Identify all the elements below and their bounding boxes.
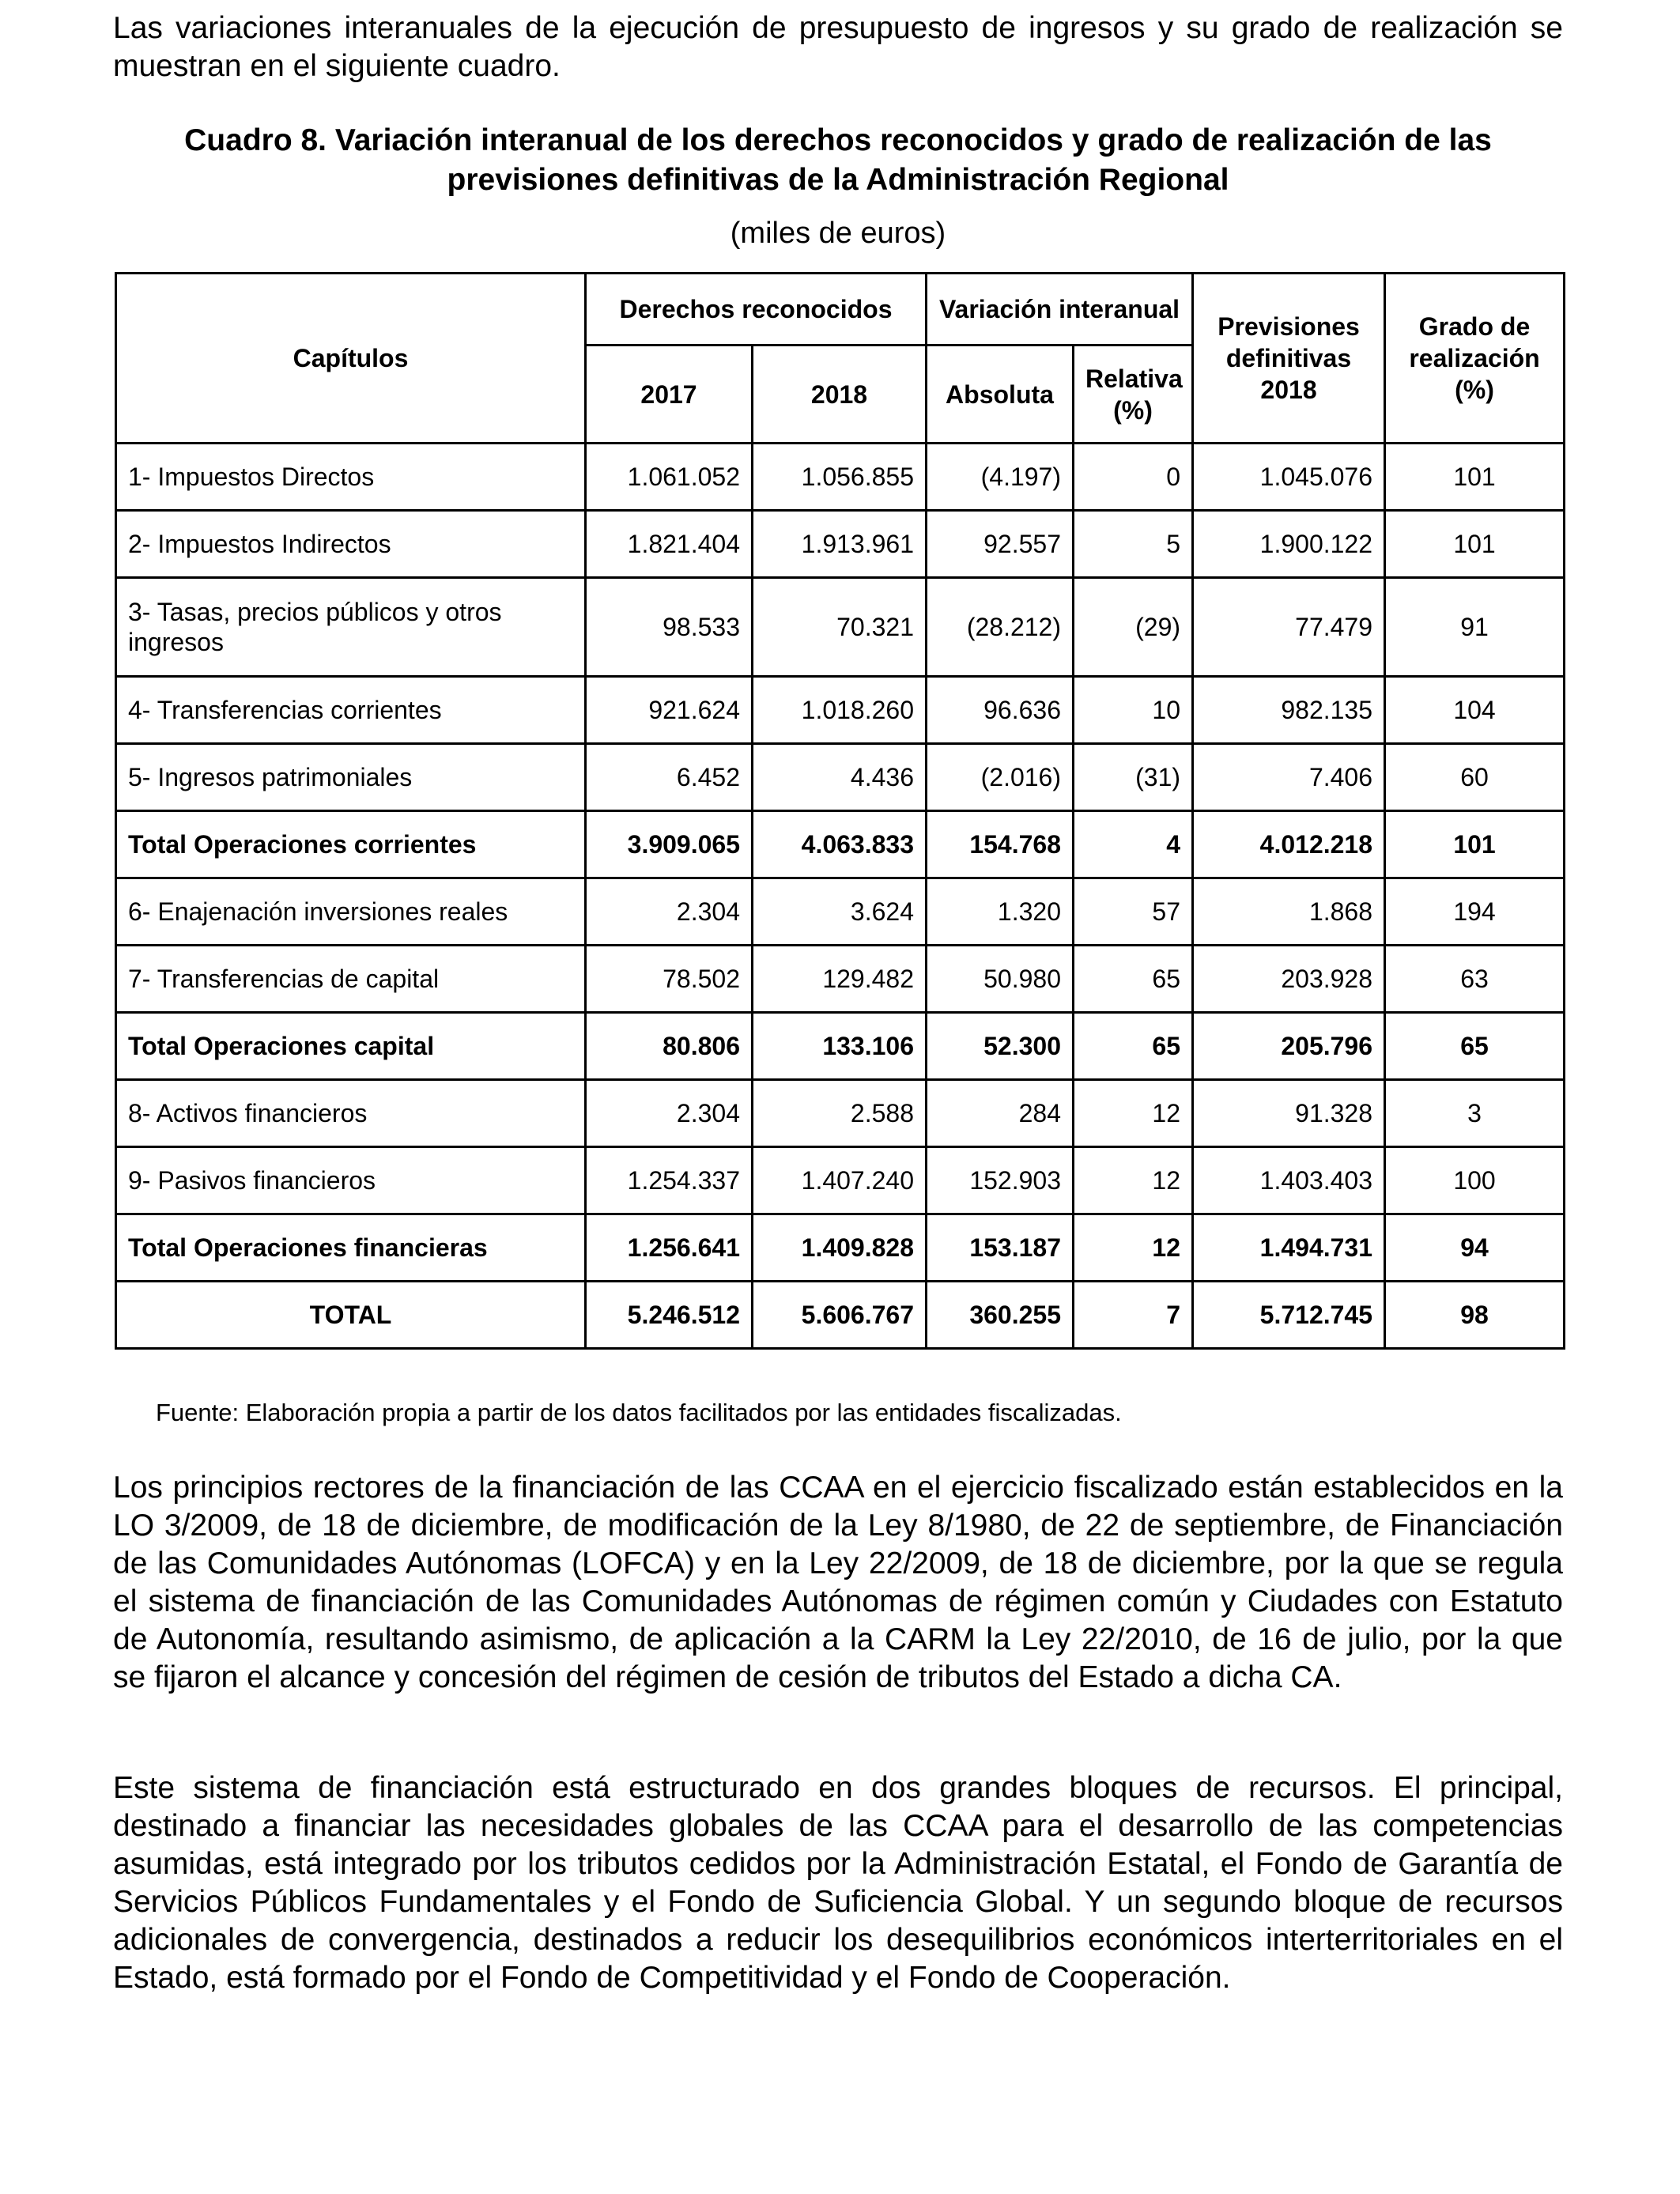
row-label: 1- Impuestos Directos <box>116 444 586 511</box>
cell-relativa: 65 <box>1074 1013 1193 1080</box>
cell-grado: 94 <box>1385 1214 1565 1282</box>
row-label: 2- Impuestos Indirectos <box>116 511 586 578</box>
table-row-total <box>116 1013 1565 1080</box>
cell-relativa: 0 <box>1074 444 1193 511</box>
cell-2018: 2.588 <box>753 1080 927 1147</box>
header-grado <box>1385 274 1565 444</box>
cell-grado: 60 <box>1385 744 1565 811</box>
header-relativa <box>1074 346 1193 444</box>
cell-2018: 1.056.855 <box>753 444 927 511</box>
header-variacion-interanual: Variación interanual <box>927 274 1193 346</box>
cell-2017: 3.909.065 <box>586 811 753 878</box>
intro-paragraph: Las variaciones interanuales de la ejecución de presupuesto de ingresos y su grado de realización se muestran en el siguiente cuadro. <box>113 11 1563 83</box>
cell-2017: 80.806 <box>586 1013 753 1080</box>
header-previsiones-line-3: 2018 <box>1260 376 1317 404</box>
row-label: 9- Pasivos financieros <box>116 1147 586 1214</box>
row-label: 6- Enajenación inversiones reales <box>116 878 586 946</box>
header-absoluta: Absoluta <box>927 346 1074 444</box>
table-row <box>116 1147 1565 1214</box>
row-label: 3- Tasas, precios públicos y otros ingresos <box>116 578 586 677</box>
cell-relativa: 5 <box>1074 511 1193 578</box>
table-row <box>116 444 1565 511</box>
cell-relativa: (29) <box>1074 578 1193 677</box>
cell-2018: 1.018.260 <box>753 677 927 744</box>
cell-grado: 63 <box>1385 946 1565 1013</box>
cell-2018: 1.913.961 <box>753 511 927 578</box>
row-label: Total Operaciones corrientes <box>116 811 586 878</box>
cell-grado: 98 <box>1385 1282 1565 1349</box>
table-row <box>116 677 1565 744</box>
cell-absoluta: 360.255 <box>927 1282 1074 1349</box>
cell-relativa: 10 <box>1074 677 1193 744</box>
table-units: (miles de euros) <box>730 217 946 250</box>
cell-2017: 78.502 <box>586 946 753 1013</box>
cell-2017: 98.533 <box>586 578 753 677</box>
cell-2017: 1.821.404 <box>586 511 753 578</box>
cell-absoluta: 153.187 <box>927 1214 1074 1282</box>
cell-relativa: 12 <box>1074 1080 1193 1147</box>
header-previsiones-line-2: definitivas <box>1225 344 1352 372</box>
cell-grado: 101 <box>1385 811 1565 878</box>
cell-grado: 194 <box>1385 878 1565 946</box>
table-row <box>116 946 1565 1013</box>
cell-previsiones: 77.479 <box>1193 578 1385 677</box>
cell-2017: 2.304 <box>586 878 753 946</box>
cell-2017: 1.256.641 <box>586 1214 753 1282</box>
cell-absoluta: 50.980 <box>927 946 1074 1013</box>
caption-line-2: previsiones definitivas de la Administración Regional <box>447 163 1229 197</box>
cell-grado: 101 <box>1385 444 1565 511</box>
header-grado-line-3: (%) <box>1455 376 1494 404</box>
table-source-note: Fuente: Elaboración propia a partir de los datos facilitados por las entidades fiscalizadas. <box>156 1399 1122 1426</box>
cell-grado: 3 <box>1385 1080 1565 1147</box>
table-caption <box>113 121 1563 200</box>
cell-absoluta: 154.768 <box>927 811 1074 878</box>
revenue-table <box>115 272 1565 1350</box>
table-row <box>116 1080 1565 1147</box>
header-relativa-line-1: Relativa <box>1085 364 1183 393</box>
cell-previsiones: 91.328 <box>1193 1080 1385 1147</box>
cell-relativa: 7 <box>1074 1282 1193 1349</box>
cell-previsiones: 4.012.218 <box>1193 811 1385 878</box>
cell-grado: 104 <box>1385 677 1565 744</box>
cell-absoluta: (4.197) <box>927 444 1074 511</box>
cell-previsiones: 7.406 <box>1193 744 1385 811</box>
header-derechos-reconocidos: Derechos reconocidos <box>586 274 927 346</box>
cell-relativa: 65 <box>1074 946 1193 1013</box>
header-grado-line-2: realización <box>1409 344 1540 372</box>
cell-relativa: 57 <box>1074 878 1193 946</box>
cell-relativa: 12 <box>1074 1147 1193 1214</box>
cell-previsiones: 5.712.745 <box>1193 1282 1385 1349</box>
row-label: Total Operaciones capital <box>116 1013 586 1080</box>
cell-absoluta: 1.320 <box>927 878 1074 946</box>
row-label: 7- Transferencias de capital <box>116 946 586 1013</box>
header-relativa-line-2: (%) <box>1113 395 1153 425</box>
cell-previsiones: 1.045.076 <box>1193 444 1385 511</box>
table-row <box>116 878 1565 946</box>
cell-2017: 2.304 <box>586 1080 753 1147</box>
cell-grado: 101 <box>1385 511 1565 578</box>
header-previsiones <box>1193 274 1385 444</box>
cell-2017: 1.061.052 <box>586 444 753 511</box>
cell-2018: 133.106 <box>753 1013 927 1080</box>
table-row-grand-total <box>116 1282 1565 1349</box>
header-previsiones-line-1: Previsiones <box>1218 312 1360 341</box>
cell-grado: 100 <box>1385 1147 1565 1214</box>
cell-grado: 91 <box>1385 578 1565 677</box>
cell-previsiones: 1.868 <box>1193 878 1385 946</box>
cell-absoluta: (28.212) <box>927 578 1074 677</box>
table-row-total <box>116 811 1565 878</box>
cell-absoluta: 52.300 <box>927 1013 1074 1080</box>
cell-2018: 1.409.828 <box>753 1214 927 1282</box>
table-row <box>116 511 1565 578</box>
cell-absoluta: 152.903 <box>927 1147 1074 1214</box>
cell-2017: 1.254.337 <box>586 1147 753 1214</box>
cell-grado: 65 <box>1385 1013 1565 1080</box>
caption-line-1: Cuadro 8. Variación interanual de los derechos reconocidos y grado de realización de las <box>184 123 1492 157</box>
header-2017: 2017 <box>586 346 753 444</box>
header-grado-line-1: Grado de <box>1418 312 1531 341</box>
cell-2018: 5.606.767 <box>753 1282 927 1349</box>
header-capitulos: Capítulos <box>116 274 586 444</box>
cell-relativa: 4 <box>1074 811 1193 878</box>
table-row <box>116 744 1565 811</box>
row-label: 8- Activos financieros <box>116 1080 586 1147</box>
cell-absoluta: (2.016) <box>927 744 1074 811</box>
cell-2017: 5.246.512 <box>586 1282 753 1349</box>
cell-2018: 4.436 <box>753 744 927 811</box>
row-label: TOTAL <box>116 1282 586 1349</box>
cell-2017: 6.452 <box>586 744 753 811</box>
cell-previsiones: 1.494.731 <box>1193 1214 1385 1282</box>
cell-2018: 1.407.240 <box>753 1147 927 1214</box>
cell-2018: 3.624 <box>753 878 927 946</box>
header-2018: 2018 <box>753 346 927 444</box>
table-row-total <box>116 1214 1565 1282</box>
cell-relativa: (31) <box>1074 744 1193 811</box>
body-paragraph-1: Los principios rectores de la financiación de las CCAA en el ejercicio fiscalizado están establecidos en la LO 3/2009, de 18 de diciembre, de modificación de la Ley 8/1980, de 22 de septiembre, de Financiación de las Comunidades Autónomas (LOFCA) y en la Ley 22/2009, de 18 de diciembre, por la que se regula el sistema de financiación de las Comunidades Autónomas de régimen común y Ciudades con Estatuto de Autonomía, resultando asimismo, de aplicación a la CARM la Ley 22/2010, de 16 de julio, por la que se fijaron el alcance y concesión del régimen de cesión de tributos del Estado a dicha CA. <box>113 1471 1563 1694</box>
row-label: Total Operaciones financieras <box>116 1214 586 1282</box>
cell-previsiones: 1.403.403 <box>1193 1147 1385 1214</box>
cell-previsiones: 1.900.122 <box>1193 511 1385 578</box>
row-label: 5- Ingresos patrimoniales <box>116 744 586 811</box>
cell-previsiones: 203.928 <box>1193 946 1385 1013</box>
table-row <box>116 578 1565 677</box>
cell-absoluta: 96.636 <box>927 677 1074 744</box>
cell-2018: 129.482 <box>753 946 927 1013</box>
cell-absoluta: 284 <box>927 1080 1074 1147</box>
row-label: 4- Transferencias corrientes <box>116 677 586 744</box>
cell-2018: 4.063.833 <box>753 811 927 878</box>
cell-2018: 70.321 <box>753 578 927 677</box>
cell-previsiones: 982.135 <box>1193 677 1385 744</box>
cell-2017: 921.624 <box>586 677 753 744</box>
cell-absoluta: 92.557 <box>927 511 1074 578</box>
body-paragraph-2: Este sistema de financiación está estructurado en dos grandes bloques de recursos. El principal, destinado a financiar las necesidades globales de las CCAA para el desarrollo de las competencias asumidas, está integrado por los tributos cedidos por la Administración Estatal, el Fondo de Garantía de Servicios Públicos Fundamentales y el Fondo de Suficiencia Global. Y un segundo bloque de recursos adicionales de convergencia, destinados a reducir los desequilibrios económicos interterritoriales en el Estado, está formado por el Fondo de Competitividad y el Fondo de Cooperación. <box>113 1771 1563 1995</box>
cell-relativa: 12 <box>1074 1214 1193 1282</box>
cell-previsiones: 205.796 <box>1193 1013 1385 1080</box>
